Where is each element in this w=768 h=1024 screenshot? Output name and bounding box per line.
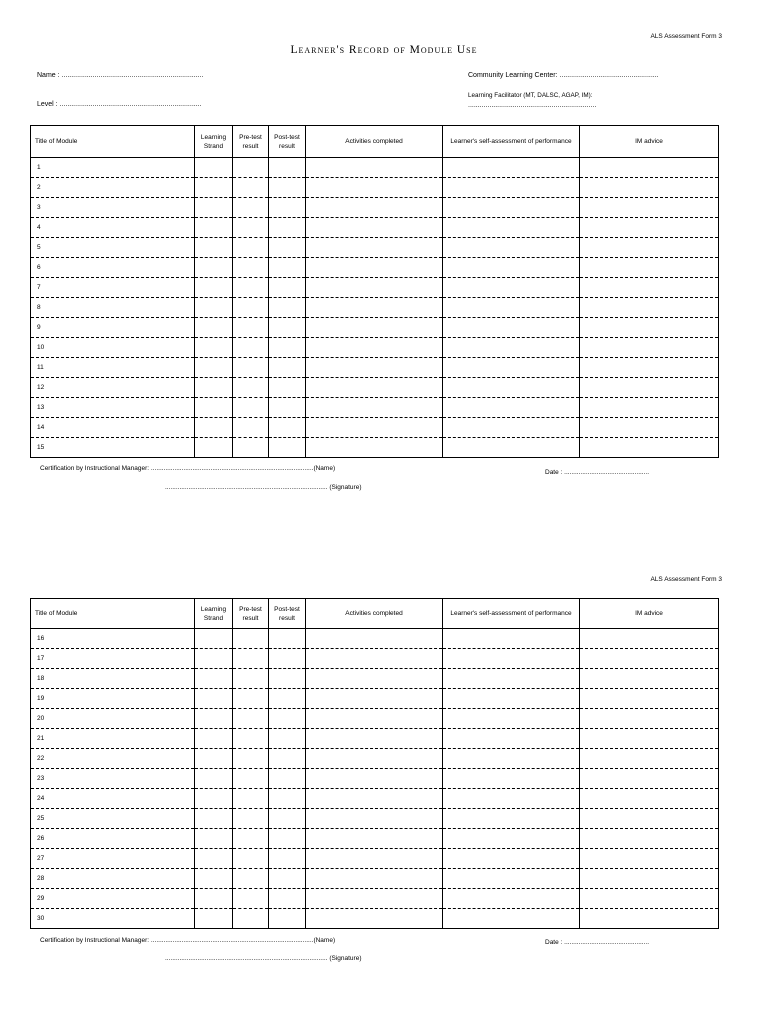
activities-cell[interactable] [306, 809, 443, 829]
learning-strand-cell[interactable] [195, 709, 233, 729]
pre-test-cell[interactable] [233, 298, 269, 318]
im-advice-cell[interactable] [580, 649, 719, 669]
learning-facilitator-field[interactable]: .................................................................. [468, 102, 597, 109]
learning-strand-cell[interactable] [195, 318, 233, 338]
header-im-advice: IM advice [580, 599, 719, 629]
table-row [31, 829, 719, 849]
learning-strand-cell[interactable] [195, 629, 233, 649]
row-number: 4 [31, 218, 195, 238]
table-row [31, 869, 719, 889]
row-number: 8 [31, 298, 195, 318]
learning-strand-cell[interactable] [195, 298, 233, 318]
im-advice-cell[interactable] [580, 318, 719, 338]
self-assessment-cell[interactable] [443, 198, 580, 218]
table-row [31, 238, 719, 258]
im-advice-cell[interactable] [580, 378, 719, 398]
activities-cell[interactable] [306, 438, 443, 458]
self-assessment-cell[interactable] [443, 218, 580, 238]
row-number: 22 [31, 749, 195, 769]
im-advice-cell[interactable] [580, 178, 719, 198]
date-field[interactable]: Date : ............................................... [545, 939, 650, 946]
table-row [31, 298, 719, 318]
pre-test-cell[interactable] [233, 689, 269, 709]
activities-cell[interactable] [306, 398, 443, 418]
self-assessment-cell[interactable] [443, 689, 580, 709]
activities-cell[interactable] [306, 418, 443, 438]
learning-strand-cell[interactable] [195, 358, 233, 378]
table-row [31, 278, 719, 298]
table-row [31, 338, 719, 358]
learning-strand-cell[interactable] [195, 809, 233, 829]
im-advice-cell[interactable] [580, 729, 719, 749]
im-advice-cell[interactable] [580, 749, 719, 769]
post-test-cell[interactable] [269, 258, 306, 278]
learning-strand-cell[interactable] [195, 258, 233, 278]
im-advice-cell[interactable] [580, 849, 719, 869]
self-assessment-cell[interactable] [443, 338, 580, 358]
table-row [31, 889, 719, 909]
self-assessment-cell[interactable] [443, 418, 580, 438]
self-assessment-cell[interactable] [443, 629, 580, 649]
post-test-cell[interactable] [269, 218, 306, 238]
table-row [31, 398, 719, 418]
table-row [31, 689, 719, 709]
learning-strand-cell[interactable] [195, 438, 233, 458]
pre-test-cell[interactable] [233, 789, 269, 809]
post-test-cell[interactable] [269, 158, 306, 178]
table-row [31, 218, 719, 238]
im-advice-cell[interactable] [580, 338, 719, 358]
pre-test-cell[interactable] [233, 909, 269, 929]
im-advice-cell[interactable] [580, 669, 719, 689]
row-number: 2 [31, 178, 195, 198]
row-number: 13 [31, 398, 195, 418]
self-assessment-cell[interactable] [443, 238, 580, 258]
header-activities: Activities completed [306, 599, 443, 629]
row-number: 11 [31, 358, 195, 378]
activities-cell[interactable] [306, 218, 443, 238]
row-number: 15 [37, 444, 45, 451]
learning-strand-cell[interactable] [195, 158, 233, 178]
self-assessment-cell[interactable] [443, 709, 580, 729]
pre-test-cell[interactable] [233, 869, 269, 889]
row-number: 3 [31, 198, 195, 218]
im-advice-cell[interactable] [580, 158, 719, 178]
activities-cell[interactable] [306, 629, 443, 649]
post-test-cell[interactable] [269, 789, 306, 809]
post-test-cell[interactable] [269, 669, 306, 689]
learning-strand-cell[interactable] [195, 669, 233, 689]
name-field[interactable]: Name : ......................................................................... [37, 72, 204, 79]
im-advice-cell[interactable] [580, 889, 719, 909]
self-assessment-cell[interactable] [443, 158, 580, 178]
row-number: 28 [31, 869, 195, 889]
page-title: Learner's Record of Module Use [290, 44, 478, 56]
self-assessment-cell[interactable] [443, 358, 580, 378]
header-self-assessment: Learner's self-assessment of performance [443, 599, 580, 629]
pre-test-cell[interactable] [233, 889, 269, 909]
header-pre-test: Pre-test result [233, 599, 269, 629]
activities-cell[interactable] [306, 749, 443, 769]
self-assessment-cell[interactable] [443, 669, 580, 689]
self-assessment-cell[interactable] [443, 889, 580, 909]
row-number: 18 [31, 669, 195, 689]
im-advice-cell[interactable] [580, 418, 719, 438]
header-activities: Activities completed [306, 126, 443, 158]
learning-strand-cell[interactable] [195, 649, 233, 669]
form-tag: ALS Assessment Form 3 [650, 576, 722, 583]
table-row [31, 198, 719, 218]
certification-signature-line[interactable]: .......................................................................................... (Signature) [165, 955, 362, 962]
learning-strand-cell[interactable] [195, 769, 233, 789]
table-row [31, 158, 719, 178]
form-tag: ALS Assessment Form 3 [650, 33, 722, 40]
self-assessment-cell[interactable] [443, 398, 580, 418]
post-test-cell[interactable] [269, 829, 306, 849]
row-number: 25 [31, 809, 195, 829]
self-assessment-cell[interactable] [443, 438, 580, 458]
im-advice-cell[interactable] [580, 629, 719, 649]
header-post-test: Post-test result [269, 126, 306, 158]
post-test-cell[interactable] [269, 709, 306, 729]
learning-facilitator-label: Learning Facilitator (MT, DALSC, AGAP, IM): [468, 92, 593, 99]
row-number: 6 [31, 258, 195, 278]
post-test-cell[interactable] [269, 649, 306, 669]
header-post-test: Post-test result [269, 599, 306, 629]
self-assessment-cell[interactable] [443, 298, 580, 318]
table-row [31, 809, 719, 829]
certification-signature-line[interactable]: .......................................................................................... (Signature) [165, 484, 362, 491]
post-test-cell[interactable] [269, 378, 306, 398]
post-test-cell[interactable] [269, 869, 306, 889]
post-test-cell[interactable] [269, 178, 306, 198]
post-test-cell[interactable] [269, 398, 306, 418]
header-learning-strand: Learning Strand [195, 599, 233, 629]
learning-strand-cell[interactable] [195, 829, 233, 849]
table-row [31, 178, 719, 198]
header-self-assessment: Learner's self-assessment of performance [443, 126, 580, 158]
row-number: 17 [31, 649, 195, 669]
header-learning-strand: Learning Strand [195, 126, 233, 158]
self-assessment-cell[interactable] [443, 909, 580, 929]
table-row [31, 629, 719, 649]
learning-strand-cell[interactable] [195, 849, 233, 869]
pre-test-cell[interactable] [233, 278, 269, 298]
self-assessment-cell[interactable] [443, 789, 580, 809]
self-assessment-cell[interactable] [443, 649, 580, 669]
learning-strand-cell[interactable] [195, 378, 233, 398]
post-test-cell[interactable] [269, 729, 306, 749]
self-assessment-cell[interactable] [443, 258, 580, 278]
table-row [31, 418, 719, 438]
pre-test-cell[interactable] [233, 158, 269, 178]
pre-test-cell[interactable] [233, 709, 269, 729]
learning-strand-cell[interactable] [195, 198, 233, 218]
im-advice-cell[interactable] [580, 709, 719, 729]
table-row [31, 709, 719, 729]
learning-strand-cell[interactable] [195, 729, 233, 749]
pre-test-cell[interactable] [233, 318, 269, 338]
certification-name-line[interactable]: Certification by Instructional Manager: ..........................................................................................(Name) [40, 465, 336, 472]
learning-strand-cell[interactable] [195, 278, 233, 298]
im-advice-cell[interactable] [580, 398, 719, 418]
row-number: 14 [31, 418, 195, 438]
pre-test-cell[interactable] [233, 829, 269, 849]
post-test-cell[interactable] [269, 338, 306, 358]
pre-test-cell[interactable] [233, 178, 269, 198]
self-assessment-cell[interactable] [443, 849, 580, 869]
table-row [31, 729, 719, 749]
pre-test-cell[interactable] [233, 198, 269, 218]
activities-cell[interactable] [306, 729, 443, 749]
table-row [31, 849, 719, 869]
activities-cell[interactable] [306, 338, 443, 358]
im-advice-cell[interactable] [580, 689, 719, 709]
post-test-cell[interactable] [269, 318, 306, 338]
learning-strand-cell[interactable] [195, 238, 233, 258]
activities-cell[interactable] [306, 258, 443, 278]
activities-cell[interactable] [306, 769, 443, 789]
im-advice-cell[interactable] [580, 769, 719, 789]
learning-strand-cell[interactable] [195, 869, 233, 889]
activities-cell[interactable] [306, 278, 443, 298]
activities-cell[interactable] [306, 689, 443, 709]
table-row [31, 318, 719, 338]
learning-strand-cell[interactable] [195, 218, 233, 238]
table-row [31, 649, 719, 669]
learning-strand-cell[interactable] [195, 398, 233, 418]
row-number: 10 [31, 338, 195, 358]
row-number: 16 [31, 629, 195, 649]
activities-cell[interactable] [306, 789, 443, 809]
im-advice-cell[interactable] [580, 829, 719, 849]
certification-name-line[interactable]: Certification by Instructional Manager: ..........................................................................................(Name) [40, 937, 336, 944]
row-number: 7 [31, 278, 195, 298]
post-test-cell[interactable] [269, 418, 306, 438]
table-row [31, 258, 719, 278]
community-learning-center-field[interactable]: Community Learning Center: ................................................... [468, 72, 659, 79]
pre-test-cell[interactable] [233, 729, 269, 749]
im-advice-cell[interactable] [580, 278, 719, 298]
row-number: 29 [31, 889, 195, 909]
post-test-cell[interactable] [269, 809, 306, 829]
level-field[interactable]: Level : ......................................................................... [37, 101, 202, 108]
pre-test-cell[interactable] [233, 358, 269, 378]
self-assessment-cell[interactable] [443, 769, 580, 789]
learning-strand-cell[interactable] [195, 909, 233, 929]
activities-cell[interactable] [306, 669, 443, 689]
pre-test-cell[interactable] [233, 438, 269, 458]
im-advice-cell[interactable] [580, 218, 719, 238]
row-number: 30 [37, 915, 45, 922]
post-test-cell[interactable] [269, 769, 306, 789]
post-test-cell[interactable] [269, 198, 306, 218]
table-row [31, 669, 719, 689]
activities-cell[interactable] [306, 178, 443, 198]
self-assessment-cell[interactable] [443, 749, 580, 769]
learning-strand-cell[interactable] [195, 418, 233, 438]
learning-strand-cell[interactable] [195, 749, 233, 769]
self-assessment-cell[interactable] [443, 809, 580, 829]
post-test-cell[interactable] [269, 849, 306, 869]
post-test-cell[interactable] [269, 358, 306, 378]
activities-cell[interactable] [306, 238, 443, 258]
table-row [31, 438, 719, 458]
activities-cell[interactable] [306, 849, 443, 869]
pre-test-cell[interactable] [233, 669, 269, 689]
im-advice-cell[interactable] [580, 358, 719, 378]
im-advice-cell[interactable] [580, 258, 719, 278]
table-row [31, 358, 719, 378]
pre-test-cell[interactable] [233, 849, 269, 869]
row-number: 27 [31, 849, 195, 869]
pre-test-cell[interactable] [233, 378, 269, 398]
post-test-cell[interactable] [269, 909, 306, 929]
pre-test-cell[interactable] [233, 238, 269, 258]
activities-cell[interactable] [306, 198, 443, 218]
learning-strand-cell[interactable] [195, 889, 233, 909]
row-number: 9 [31, 318, 195, 338]
im-advice-cell[interactable] [580, 789, 719, 809]
activities-cell[interactable] [306, 869, 443, 889]
im-advice-cell[interactable] [580, 238, 719, 258]
table-row [31, 378, 719, 398]
activities-cell[interactable] [306, 649, 443, 669]
activities-cell[interactable] [306, 318, 443, 338]
row-number: 26 [31, 829, 195, 849]
self-assessment-cell[interactable] [443, 318, 580, 338]
post-test-cell[interactable] [269, 749, 306, 769]
date-field[interactable]: Date : ............................................... [545, 469, 650, 476]
self-assessment-cell[interactable] [443, 278, 580, 298]
pre-test-cell[interactable] [233, 809, 269, 829]
post-test-cell[interactable] [269, 298, 306, 318]
row-number: 20 [31, 709, 195, 729]
self-assessment-cell[interactable] [443, 869, 580, 889]
self-assessment-cell[interactable] [443, 829, 580, 849]
row-number: 21 [31, 729, 195, 749]
self-assessment-cell[interactable] [443, 378, 580, 398]
activities-cell[interactable] [306, 889, 443, 909]
row-number: 1 [31, 158, 195, 178]
post-test-cell[interactable] [269, 278, 306, 298]
pre-test-cell[interactable] [233, 769, 269, 789]
activities-cell[interactable] [306, 709, 443, 729]
row-number: 5 [31, 238, 195, 258]
self-assessment-cell[interactable] [443, 729, 580, 749]
activities-cell[interactable] [306, 378, 443, 398]
header-im-advice: IM advice [580, 126, 719, 158]
learning-strand-cell[interactable] [195, 338, 233, 358]
learning-strand-cell[interactable] [195, 789, 233, 809]
post-test-cell[interactable] [269, 629, 306, 649]
table-row [31, 769, 719, 789]
table-row [31, 909, 719, 929]
pre-test-cell[interactable] [233, 629, 269, 649]
row-number: 24 [31, 789, 195, 809]
row-number: 23 [31, 769, 195, 789]
header-title-of-module: Title of Module [31, 599, 195, 629]
header-title-of-module: Title of Module [31, 126, 195, 158]
im-advice-cell[interactable] [580, 198, 719, 218]
pre-test-cell[interactable] [233, 649, 269, 669]
module-record-table-2 [30, 598, 719, 929]
learning-strand-cell[interactable] [195, 178, 233, 198]
post-test-cell[interactable] [269, 689, 306, 709]
pre-test-cell[interactable] [233, 258, 269, 278]
table-row [31, 789, 719, 809]
pre-test-cell[interactable] [233, 418, 269, 438]
im-advice-cell[interactable] [580, 869, 719, 889]
pre-test-cell[interactable] [233, 218, 269, 238]
im-advice-cell[interactable] [580, 809, 719, 829]
im-advice-cell[interactable] [580, 298, 719, 318]
activities-cell[interactable] [306, 298, 443, 318]
self-assessment-cell[interactable] [443, 178, 580, 198]
table-row [31, 749, 719, 769]
im-advice-cell[interactable] [580, 909, 719, 929]
post-test-cell[interactable] [269, 889, 306, 909]
row-number: 12 [31, 378, 195, 398]
pre-test-cell[interactable] [233, 398, 269, 418]
post-test-cell[interactable] [269, 238, 306, 258]
learning-strand-cell[interactable] [195, 689, 233, 709]
pre-test-cell[interactable] [233, 338, 269, 358]
activities-cell[interactable] [306, 358, 443, 378]
activities-cell[interactable] [306, 909, 443, 929]
row-number: 19 [31, 689, 195, 709]
post-test-cell[interactable] [269, 438, 306, 458]
activities-cell[interactable] [306, 829, 443, 849]
pre-test-cell[interactable] [233, 749, 269, 769]
im-advice-cell[interactable] [580, 438, 719, 458]
module-record-table-1 [30, 125, 719, 458]
header-pre-test: Pre-test result [233, 126, 269, 158]
activities-cell[interactable] [306, 158, 443, 178]
